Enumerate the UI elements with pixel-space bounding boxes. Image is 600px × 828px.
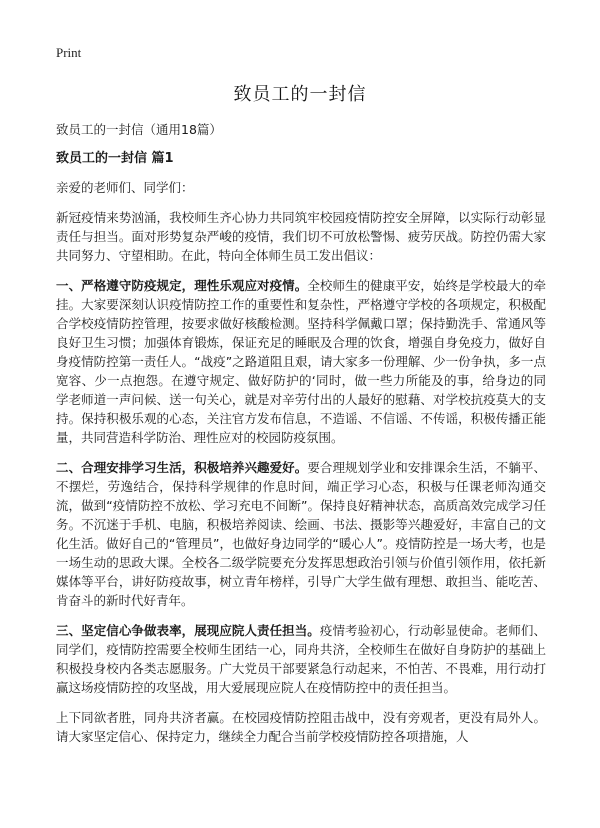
point-heading-1: 一、严格遵守防疫规定，理性乐观应对疫情。 <box>56 278 308 293</box>
section-title: 致员工的一封信 篇1 <box>56 151 174 166</box>
point-body-2: 要合理规划学业和安排课余生活，不躺平、不摆烂，劳逸结合，保持科学规律的作息时间，端正学习心态，积极与任课老师沟通交流，做到“疫情防控不放松、学习充电不间断”。保持良好精神状态，高质高效完成学习任务。不沉迷于手机、电脑，积极培养阅读、绘画、书法、摄影等兴趣爱好，丰富自己的文化生活。做好自己的“管理员”，也做好身边同学的“暖心人”。疫情防控是一场大考，也是一场生动的思政大课。全校各二级学院要充分发挥思想政治引领与价值引领作用，依托新媒体等平台，讲好防疫故事，树立青年榜样，引导广大学生做有理想、敢担当、能吃苦、肯奋斗的新时代好青年。 <box>56 460 546 608</box>
point-heading-2: 二、合理安排学习生活，积极培养兴趣爱好。 <box>56 460 308 475</box>
document-subtitle: 致员工的一封信（通用18篇） <box>56 122 222 137</box>
point-body-3: 疫情考验初心，行动彰显使命。老师们、同学们，疫情防控需要全校师生团结一心，同舟共济，全校师生在做好自身防护的基础上积极投身校内各类志愿服务。广大党员干部要紧急行动起来，不怕苦、不畏难，用行动打赢这场疫情防控的攻坚战，用大爱展现应院人在疫情防控中的责任担当。 <box>56 623 546 695</box>
intro-paragraph: 新冠疫情来势汹涌，我校师生齐心协力共同筑牢校园疫情防控安全屏障，以实际行动彰显责任与担当。面对形势复杂严峻的疫情，我们切不可放松警惕、疲劳厌战。防控仍需大家共同努力、守望相助。在此，特向全体师生员工发出倡议： <box>56 210 546 263</box>
closing-paragraph: 上下同欲者胜，同舟共济者赢。在校园疫情防控阻击战中，没有旁观者，更没有局外人。请大家坚定信心、保持定力，继续全力配合当前学校疫情防控各项措施，人 <box>56 710 546 744</box>
point-body-1: 全校师生的健康平安，始终是学校最大的牵挂。大家要深刻认识疫情防控工作的重要性和复杂性，严格遵守学校的各项规定，积极配合学校疫情防控管理，按要求做好核酸检测。坚持科学佩戴口罩；保持勤洗手、常通风等良好卫生习惯；加强体育锻炼，保证充足的睡眠及合理的饮食，增强自身免疫力，做好自身疫情防控第一责任人。“战疫”之路道阻且艰，请大家多一份理解、少一份争执，多一点宽容、少一点抱怨。在遵守规定、做好防护的‘同时，做一些力所能及的事，给身边的同学老师道一声问候、送一句关心，就是对辛劳付出的人最好的慰藉、对学校抗疫莫大的支持。保持积极乐观的心态，关注官方发布信息，不造谣、不信谣、不传谣，积极传播正能量，共同营造科学防治、理性应对的校园防疫氛围。 <box>56 278 546 445</box>
page-title: 致员工的一封信 <box>233 84 367 105</box>
point-paragraph-3 <box>56 621 546 697</box>
print-link[interactable]: Print <box>56 45 82 60</box>
point-paragraph-1 <box>56 276 546 447</box>
document-body <box>56 120 546 757</box>
point-heading-3: 三、坚定信心争做表率，展现应院人责任担当。 <box>56 623 320 638</box>
point-paragraph-2 <box>56 458 546 610</box>
greeting: 亲爱的老师们、同学们： <box>56 180 194 195</box>
